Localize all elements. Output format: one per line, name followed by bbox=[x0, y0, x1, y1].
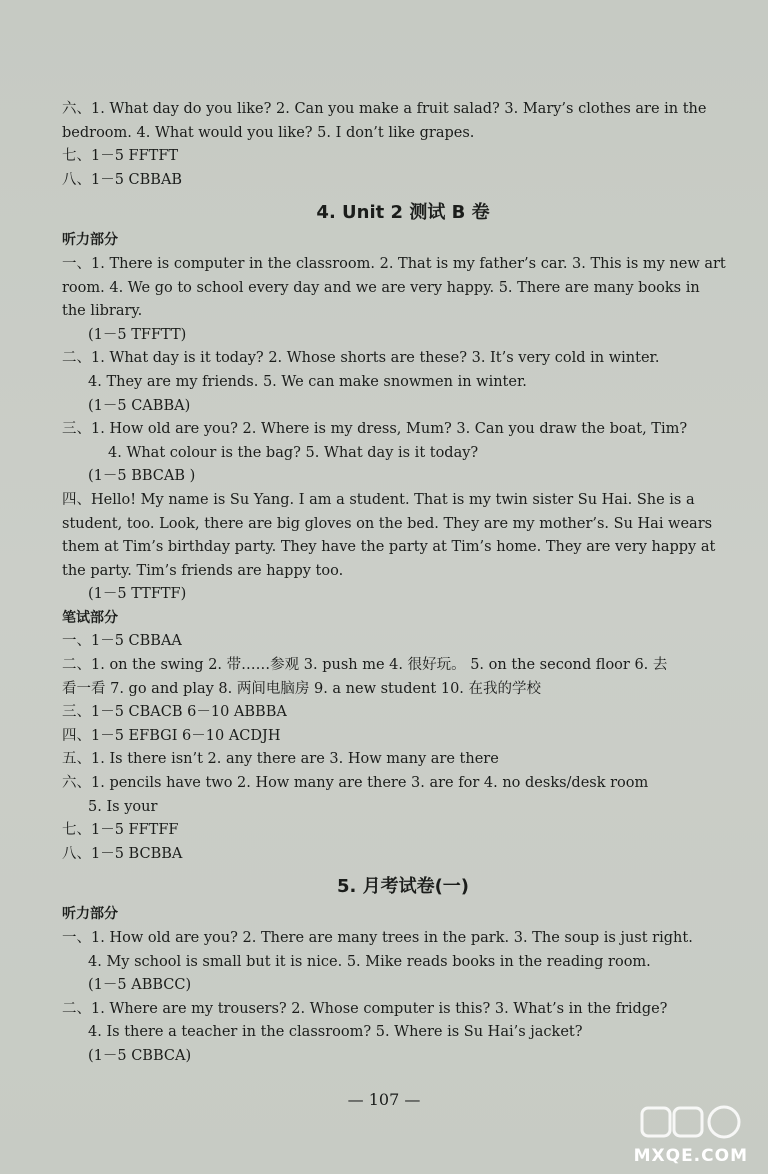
answer-line: 看一看 7. go and play 8. 两间电脑房 9. a new student 10. 在我的学校 bbox=[62, 680, 542, 697]
answer-line: 4. They are my friends. 5. We can make snowmen in winter. bbox=[88, 373, 527, 390]
answer-line: (1－5 CBBCA) bbox=[88, 1047, 192, 1064]
answer-line: 七、1－5 FFTFF bbox=[62, 822, 179, 839]
answer-line: 四、Hello! My name is Su Yang. I am a student. That is my twin sister Su Hai. She is a bbox=[62, 491, 695, 508]
answer-line: 一、1－5 CBBAA bbox=[62, 633, 182, 650]
answer-line: (1－5 CABBA) bbox=[88, 397, 191, 414]
answer-line: 七、1－5 FFTFT bbox=[62, 148, 179, 165]
section-4-written-header: 笔试部分 bbox=[62, 609, 118, 626]
answer-line: 四、1－5 EFBGI 6－10 ACDJH bbox=[62, 727, 281, 744]
answer-line: the library. bbox=[62, 303, 143, 320]
answer-line: 5. Is your bbox=[88, 798, 158, 815]
answer-line: (1－5 TFFTT) bbox=[88, 326, 187, 343]
watermark-logo bbox=[628, 1104, 748, 1166]
answer-line: bedroom. 4. What would you like? 5. I don’t like grapes. bbox=[62, 124, 475, 141]
answer-line: 八、1－5 BCBBA bbox=[62, 845, 183, 862]
answer-line: room. 4. We go to school every day and we are very happy. 5. There are many books in bbox=[62, 279, 700, 296]
answer-line: (1－5 TTFTF) bbox=[88, 586, 187, 603]
answer-line: 六、1. What day do you like? 2. Can you make a fruit salad? 3. Mary’s clothes are in the bbox=[62, 101, 707, 117]
answer-line: student, too. Look, there are big gloves on the bed. They are my mother’s. Su Hai wears bbox=[62, 515, 713, 532]
answer-line: 三、1. How old are you? 2. Where is my dress, Mum? 3. Can you draw the boat, Tim? bbox=[62, 421, 688, 438]
answer-line: 二、1. Where are my trousers? 2. Whose computer is this? 3. What’s in the fridge? bbox=[62, 1000, 668, 1017]
answer-line: 二、1. What day is it today? 2. Whose shorts are these? 3. It’s very cold in winter. bbox=[62, 350, 660, 367]
section-4-listening bbox=[62, 253, 744, 607]
page-content bbox=[62, 98, 744, 1069]
answer-line: (1－5 ABBCC) bbox=[88, 977, 192, 994]
answer-line: 一、1. How old are you? 2. There are many trees in the park. 3. The soup is just right. bbox=[62, 930, 693, 946]
answer-line: 4. Is there a teacher in the classroom? 5. Where is Su Hai’s jacket? bbox=[88, 1024, 583, 1041]
answer-line: 4. What colour is the bag? 5. What day is it today? bbox=[108, 444, 479, 461]
answer-line: the party. Tim’s friends are happy too. bbox=[62, 562, 344, 579]
watermark-text: MXQE.COM bbox=[633, 1146, 748, 1166]
answer-line: 4. My school is small but it is nice. 5. Mike reads books in the reading room. bbox=[88, 953, 651, 970]
section-4-title: 4. Unit 2 测试 B 卷 bbox=[316, 202, 490, 224]
page-number: — 107 — bbox=[347, 1090, 421, 1109]
answer-line: 二、1. on the swing 2. 带……参观 3. push me 4. 很好玩。 5. on the second floor 6. 去 bbox=[62, 657, 668, 674]
answer-line: them at Tim’s birthday party. They have the party at Tim’s home. They are very happy at bbox=[62, 539, 716, 556]
section-5-listening bbox=[62, 927, 744, 1069]
answer-line: 六、1. pencils have two 2. How many are there 3. are for 4. no desks/desk room bbox=[62, 775, 649, 792]
answer-line: 三、1－5 CBACB 6－10 ABBBA bbox=[62, 704, 287, 721]
answer-line: 五、1. Is there isn’t 2. any there are 3. How many are there bbox=[62, 751, 499, 768]
top-answers bbox=[62, 98, 744, 192]
section-5-listening-header: 听力部分 bbox=[62, 906, 118, 923]
answer-line: 八、1－5 CBBAB bbox=[62, 171, 183, 188]
answer-line: (1－5 BBCAB ) bbox=[88, 468, 196, 485]
answer-line: 一、1. There is computer in the classroom. 2. That is my father’s car. 3. This is my new art bbox=[62, 255, 726, 272]
section-4-listening-header: 听力部分 bbox=[62, 232, 118, 249]
section-4-written bbox=[62, 630, 744, 866]
section-5-title: 5. 月考试卷(一) bbox=[336, 876, 470, 898]
